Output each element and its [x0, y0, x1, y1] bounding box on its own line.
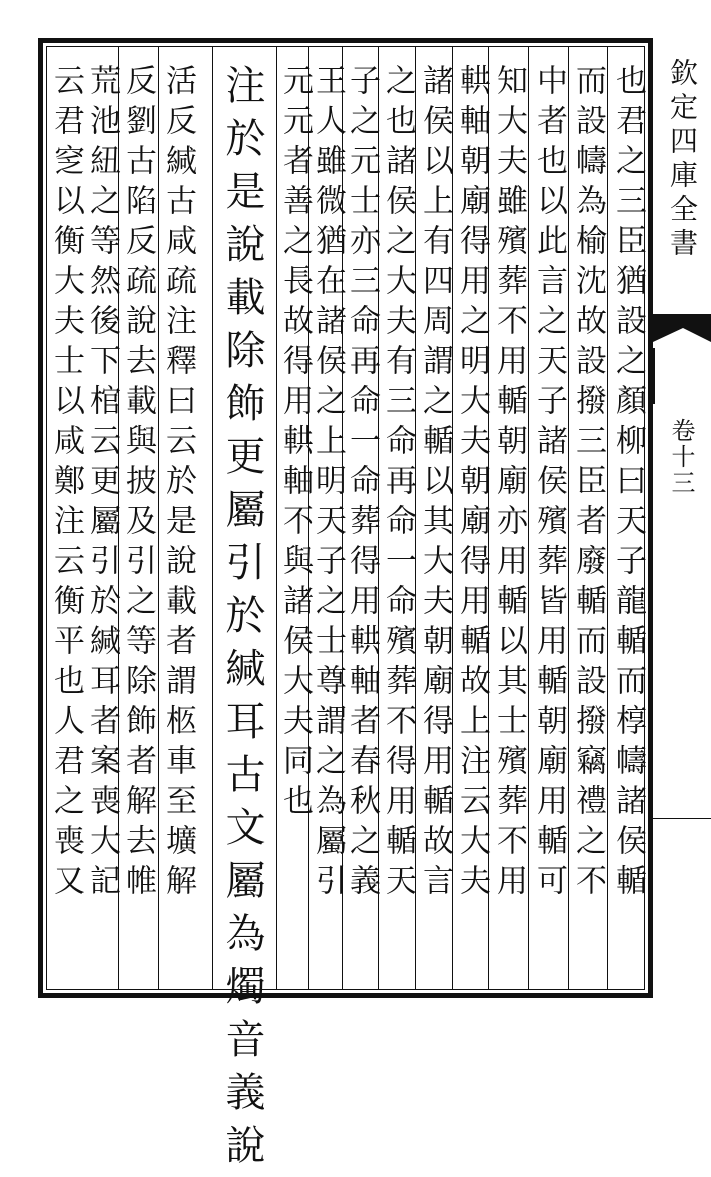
column-divider: [568, 47, 569, 989]
text-column: 之也諸侯之大夫有三命再命一命殯葬不得用輴天: [380, 64, 416, 904]
text-column: 元元者善之長故得用輁軸不與諸侯大夫同也: [277, 64, 313, 824]
text-column: 輁軸朝廟得用之明大夫朝廟得用輴故上注云大夫: [454, 64, 490, 904]
text-column: 而設幬為榆沈故設撥三臣者廢輴而設撥竊禮之不: [570, 64, 606, 904]
text-column: 知大夫雖殯葬不用輴朝廟亦用輴以其士殯葬不用: [491, 64, 527, 904]
main-text-column: 注於是說載除飾更屬引於緘耳古文屬為燭音義說: [219, 64, 265, 1177]
book-title: 欽定四庫全書: [666, 58, 699, 262]
column-divider: [212, 47, 213, 989]
column-divider: [607, 47, 608, 989]
edge-rule: [653, 818, 711, 819]
text-column: 云君窆以衡大夫士以咸鄭注云衡平也人君之喪又: [48, 64, 84, 904]
text-column: 諸侯以上有四周謂之輴以其大夫朝廟得用輴故言: [417, 64, 453, 904]
text-column: 反劉古陷反疏說去載與披及引之等除飾者解去帷: [120, 64, 156, 904]
edge-rule: [653, 348, 655, 404]
text-column: 王人雖微猶在諸侯之上明天子之士尊謂之為屬引: [310, 64, 346, 904]
text-column: 荒池紐之等然後下棺云更屬引於緘耳者案喪大記: [84, 64, 120, 904]
text-column: 中者也以此言之天子諸侯殯葬皆用輴朝廟用輴可: [531, 64, 567, 904]
column-divider: [158, 47, 159, 989]
column-divider: [528, 47, 529, 989]
text-column: 活反緘古咸疏注釋曰云於是說載者謂柩車至壙解: [160, 64, 196, 904]
fishtail-mark-icon: [653, 308, 711, 348]
text-column: 也君之三臣猶設之顏柳曰天子龍輴而椁幬諸侯輴: [610, 64, 646, 904]
volume-label: 卷十三: [667, 418, 695, 496]
text-column: 子之元士亦三命再命一命葬得用輁軸者春秋之義: [344, 64, 380, 904]
